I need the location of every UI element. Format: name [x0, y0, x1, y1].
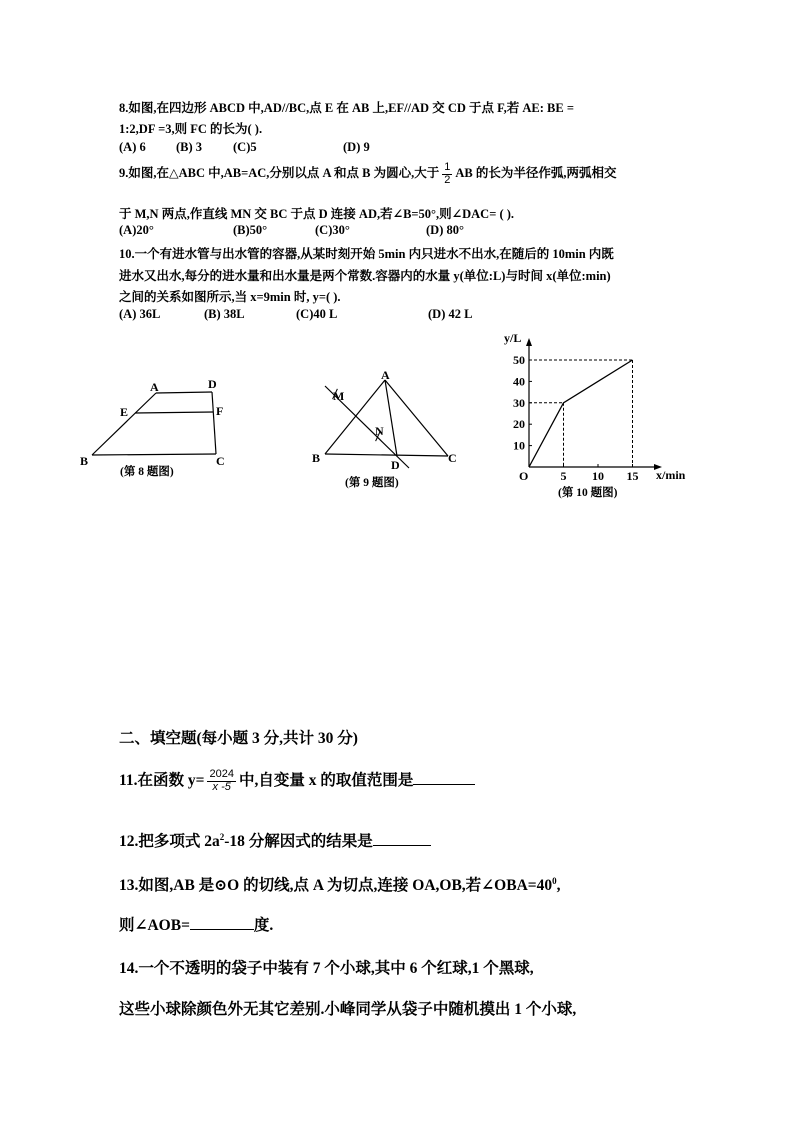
q8-choice-c: (C)5	[233, 140, 257, 154]
fig10-origin-label: O	[519, 469, 529, 483]
q13-answer-blank[interactable]	[190, 929, 254, 930]
fig8-segment-bc	[92, 454, 216, 455]
q11-post: 中,自变量 x 的取值范围是	[238, 772, 414, 789]
fig9-label-c: C	[448, 451, 457, 465]
fig10-xtick-label: 10	[592, 469, 604, 483]
fig9-label-b: B	[312, 451, 321, 465]
q10-choice-d: (D) 42 L	[428, 307, 473, 321]
fig10-xtick-label: 5	[560, 469, 567, 483]
q13-line-1	[119, 873, 560, 895]
q14-line-2: 这些小球除颜色外无其它差别.小峰同学从袋子中随机摸出 1 个小球,	[119, 1001, 577, 1018]
q8-choice-a: (A) 6	[119, 140, 146, 154]
q10-choice-b: (B) 38L	[204, 307, 245, 321]
q14-line-1: 14.一个不透明的袋子中装有 7 个小球,其中 6 个红球,1 个黑球,	[119, 960, 534, 977]
fig10-ytick-label: 50	[513, 353, 525, 367]
q8-line-2: 1:2,DF =3,则 FC 的长为( ).	[119, 122, 263, 136]
q13-line-2	[119, 913, 273, 935]
fig10-xtick-label: 15	[626, 469, 639, 483]
fig8-label-f: F	[216, 404, 224, 418]
q8-line-1: 8.如图,在四边形 ABCD 中,AD//BC,点 E 在 AB 上,EF//AD 交 CD 于点 F,若 AE: BE =	[119, 101, 574, 115]
fig8-segment-ab	[92, 393, 156, 455]
q9-line-1-post: AB 的长为半径作弧,两弧相交	[455, 165, 617, 180]
q10-choice-a: (A) 36L	[119, 307, 161, 321]
q10-choice-c: (C)40 L	[296, 307, 338, 321]
q12-post: -18 分解因式的结果是	[224, 833, 373, 850]
q9-frac-num: 1	[444, 161, 451, 173]
fig10-ytick-label: 20	[513, 417, 525, 432]
q9-line-2: 于 M,N 两点,作直线 MN 交 BC 于点 D 连接 AD,若∠B=50°,则∠DAC= ( ).	[119, 207, 515, 221]
q11-line	[119, 768, 475, 793]
q9-line-1-pre: 9.如图,在△ABC 中,AB=AC,分别以点 A 和点 B 为圆心,大于	[119, 165, 440, 180]
fig10-y-axis-arrow	[526, 338, 532, 346]
q8-choice-b: (B) 3	[176, 140, 203, 154]
fig8-segment-ad	[156, 392, 212, 393]
fig8-label-c: C	[216, 454, 225, 468]
q13-line-2-pre: 则∠AOB=	[119, 917, 190, 934]
figure-8	[70, 370, 240, 485]
fig9-segment-bc	[325, 454, 448, 456]
fig10-xlabel: x/min	[656, 468, 686, 482]
fig8-segment-dc	[212, 392, 216, 454]
q9-choice-d: (D) 80°	[426, 223, 464, 237]
fig8-label-d: D	[208, 377, 217, 391]
q9-line-1	[119, 162, 616, 186]
fig10-caption: (第 10 题图)	[558, 487, 618, 499]
fig10-ylabel: y/L	[504, 331, 522, 345]
fig8-caption: (第 8 题图)	[120, 466, 174, 478]
fig10-ytick-label: 30	[513, 395, 525, 410]
fig8-label-b: B	[80, 454, 89, 468]
q11-frac-den: x -5	[212, 780, 231, 793]
fig10-ytick-label: 40	[513, 374, 525, 389]
fig10-ytick-label: 10	[513, 438, 525, 453]
section2-title: 二、填空题(每小题 3 分,共计 30 分)	[119, 730, 358, 747]
q8-choice-d: (D) 9	[343, 140, 370, 154]
fig8-label-a: A	[150, 380, 159, 394]
q12-pre: 12.把多项式 2a	[119, 833, 220, 850]
q13-sup: 0	[552, 875, 557, 886]
q12-answer-blank[interactable]	[373, 845, 431, 846]
figure-10-chart	[490, 328, 700, 503]
q10-line-3: 之间的关系如图所示,当 x=9min 时, y=( ).	[119, 290, 341, 304]
fig8-label-e: E	[120, 405, 129, 419]
q11-frac-num: 2024	[209, 768, 234, 781]
q12-sup: 2	[219, 831, 225, 842]
q9-choice-c: (C)30°	[315, 223, 350, 237]
q11-pre: 11.在函数 y=	[119, 772, 205, 789]
q10-line-2: 进水又出水,每分的进水量和出水量是两个常数.容器内的水量 y(单位:L)与时间 x(单位:min)	[119, 269, 611, 283]
fig9-label-m: M	[333, 389, 345, 403]
fig8-segment-ef	[135, 412, 213, 413]
q10-line-1: 10.一个有进水管与出水管的容器,从某时刻开始 5min 内只进水不出水,在随后的 10min 内既	[119, 247, 614, 261]
q13-line-1-post: ,	[556, 877, 561, 894]
q9-choice-b: (B)50°	[233, 223, 268, 237]
q9-fraction	[442, 162, 452, 186]
fig9-label-n: N	[375, 424, 384, 438]
q13-line-1-pre: 13.如图,AB 是⊙O 的切线,点 A 为切点,连接 OA,OB,若∠OBA=40	[119, 877, 553, 894]
q9-frac-den: 2	[444, 173, 451, 186]
fig9-label-d: D	[391, 458, 400, 472]
q9-choice-a: (A)20°	[119, 223, 154, 237]
q11-fraction	[207, 769, 235, 793]
figure-9	[305, 365, 475, 495]
q13-line-2-post: 度.	[253, 917, 274, 934]
fig9-segment-ac	[385, 380, 448, 456]
q12-line	[119, 829, 431, 851]
fig9-caption: (第 9 题图)	[345, 477, 399, 489]
fig10-series-line	[529, 360, 633, 467]
q11-answer-blank[interactable]	[413, 784, 475, 785]
fig9-label-a: A	[381, 368, 390, 382]
